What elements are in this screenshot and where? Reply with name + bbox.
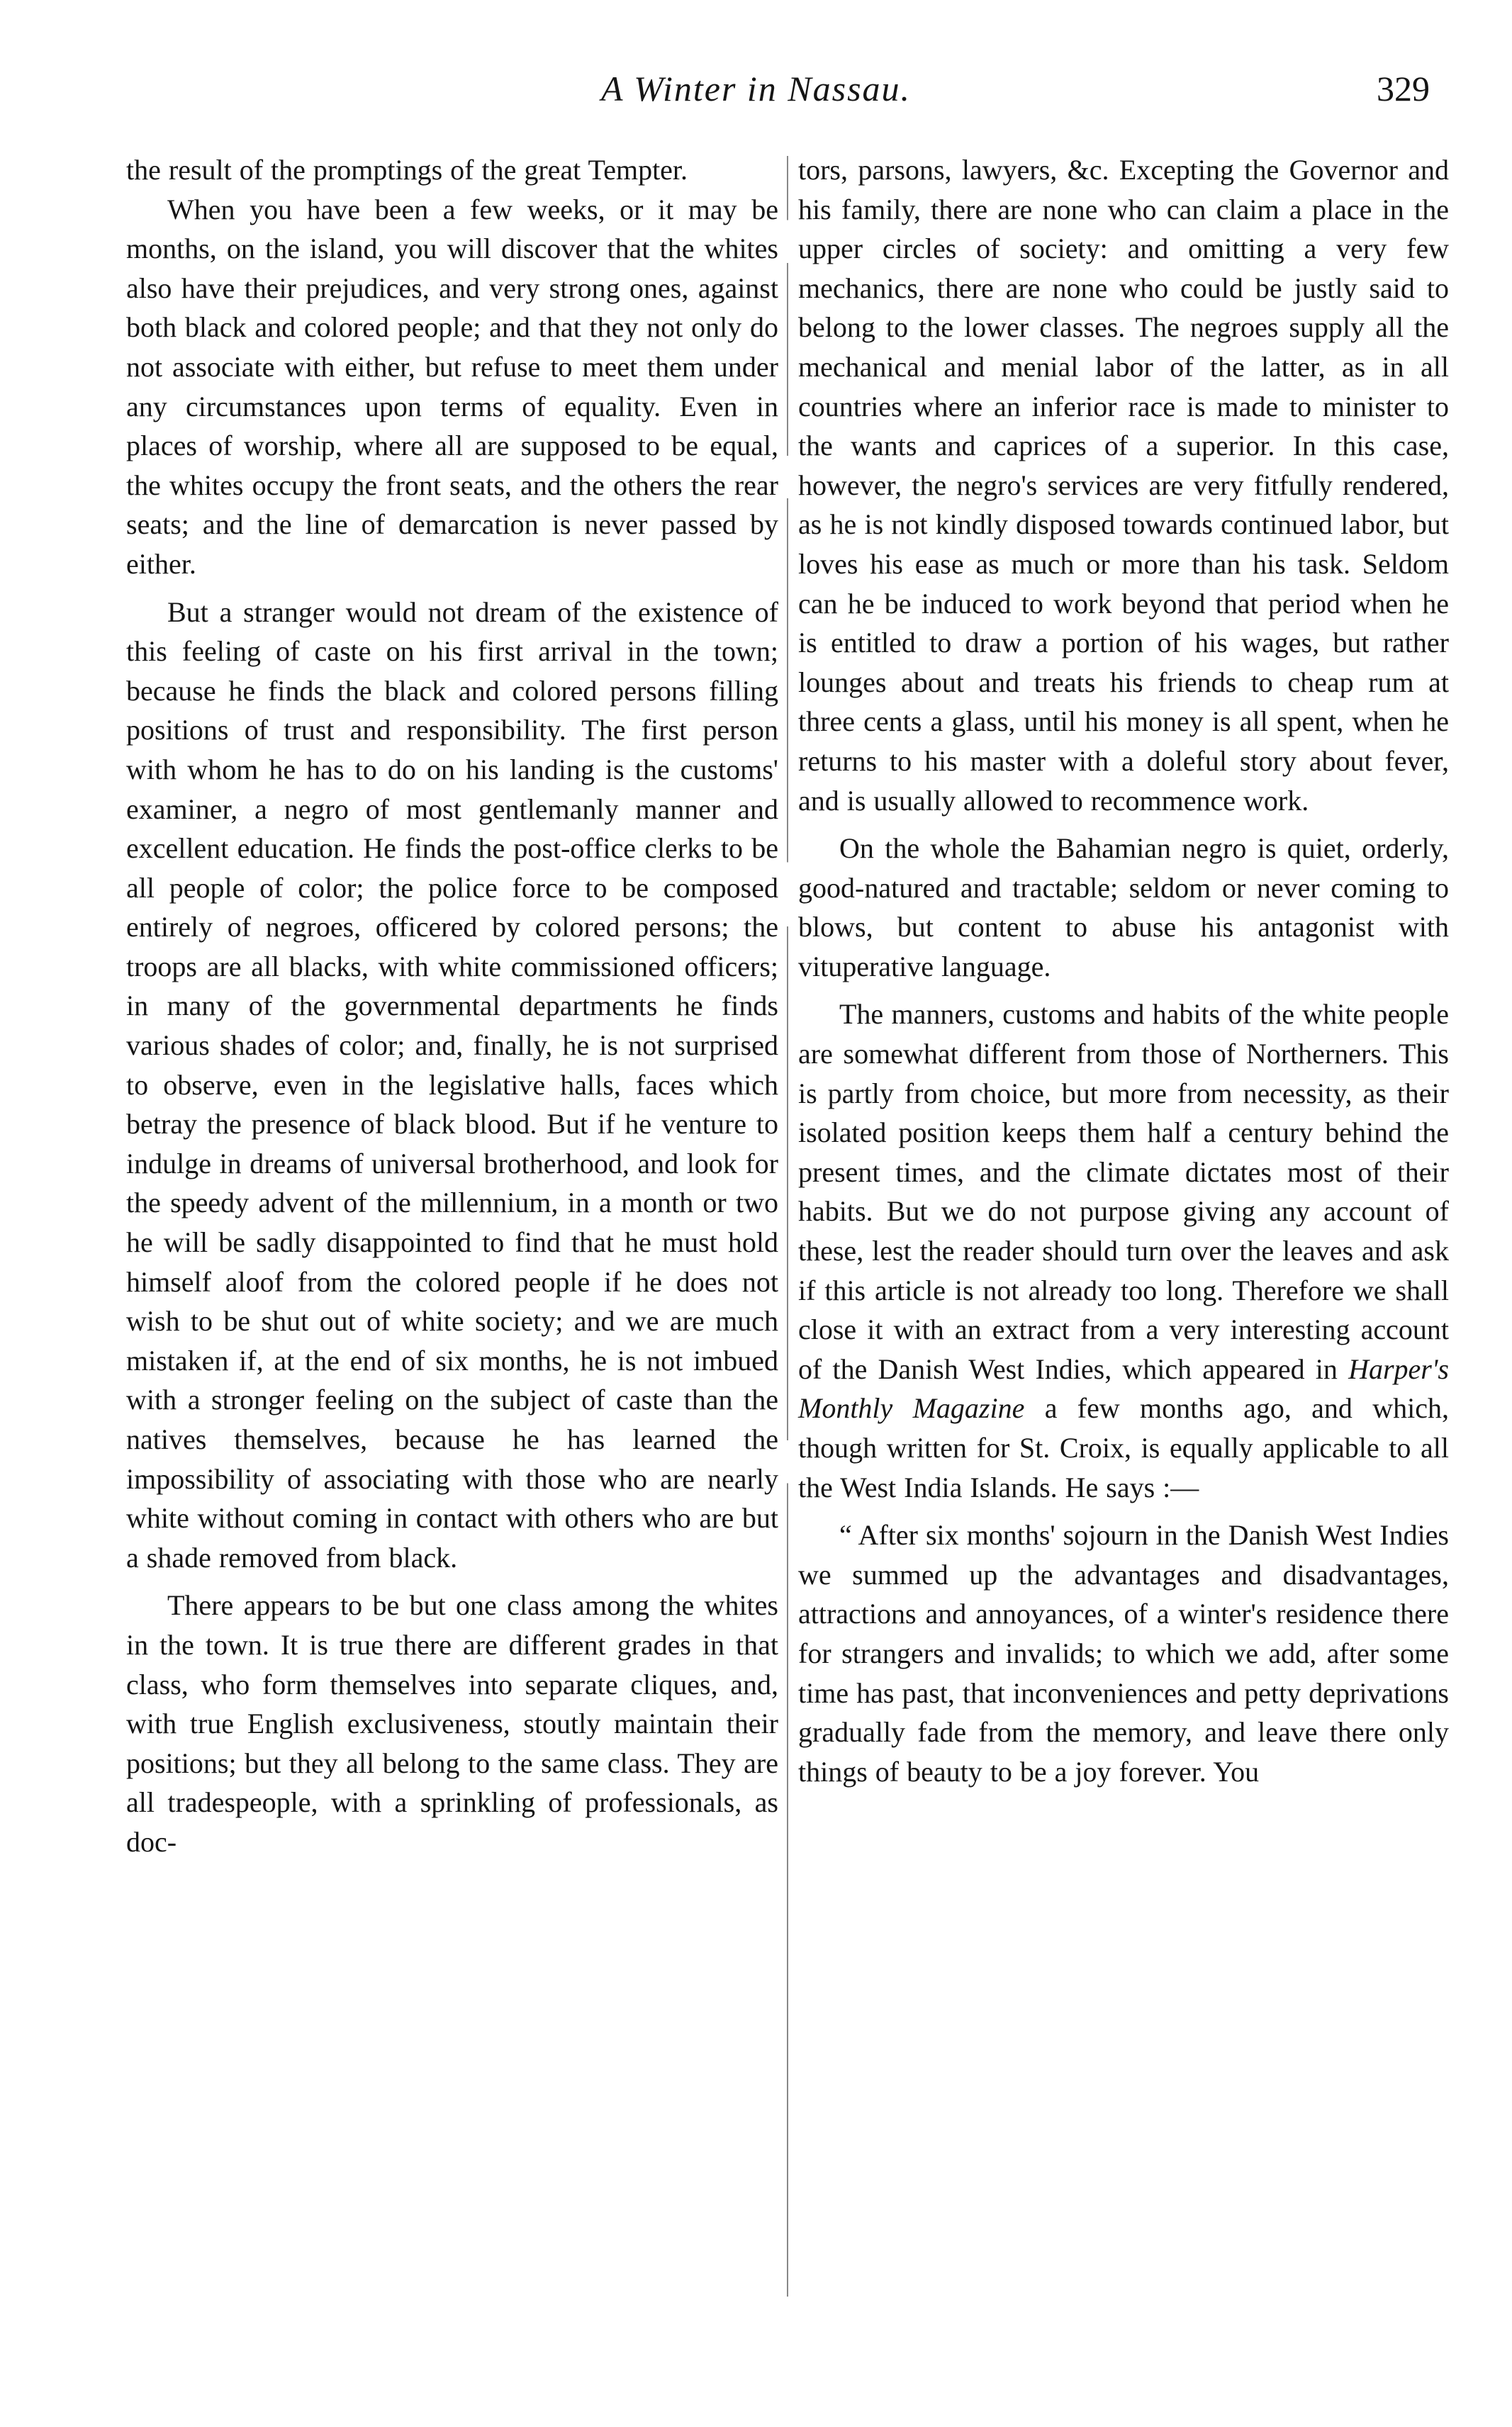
paragraph: There appears to be but one class among the whites in the town. It is true there are different grades in that class, who form themselves into separate cliques, and, with true English exclusiveness, stoutly maintain their positions; but they all belong to the same class. They are all tradespeople, with a sprinkling of professionals, as doc- [126, 1589, 778, 1858]
running-title: A Winter in Nassau. [600, 69, 912, 108]
magazine-title: Harper's Monthly Magazine [798, 1352, 1449, 1425]
paragraph: On the whole the Bahamian negro is quiet, orderly, good-natured and tractable; seldom or never coming to blows, but content to abuse his antagonist with vituperative language. [798, 832, 1449, 982]
paragraph: But a stranger would not dream of the existence of this feeling of caste on his first arrival in the town; because he finds the black and colored persons filling positions of trust and responsibility. The first person with whom he has to do on his landing is the customs' examiner, a negro of most gentlemanly manner and excellent education. He finds the post-office clerks to be all people of color; the police force to be composed entirely of negroes, officered by colored persons; the troops are all blacks, with white commissioned officers; in many of the governmental departments he finds various shades of color; and, finally, he is not surprised to observe, even in the legislative halls, faces which betray the presence of black blood. But if he venture to indulge in dreams of universal brotherhood, and look for the speedy advent of the millennium, in a month or two he will be sadly disappointed to find that he must hold himself aloof from the colored people if he does not wish to be shut out of white society; and we are much mistaken if, at the end of six months, he is not imbued with a stronger feeling on the subject of caste than the natives themselves, because he has learned the impossibility of associating with those who are nearly white without coming in contact with others who are but a shade removed from black. [126, 595, 778, 1574]
right-column [798, 150, 1449, 1791]
paragraph [798, 994, 1449, 1507]
paragraph: When you have been a few weeks, or it may be months, on the island, you will discover that the whites also have their prejudices, and very strong ones, against both black and colored people; and that they not only do not associate with either, but refuse to meet them under any circumstances upon terms of equality. Even in places of worship, where all are supposed to be equal, the whites occupy the front seats, and the others the rear seats; and the line of demarcation is never passed by either. [126, 193, 778, 580]
left-column [126, 150, 778, 1862]
column-divider [787, 156, 788, 2297]
page-number: 329 [1377, 69, 1430, 108]
paragraph: tors, parsons, lawyers, &c. Excepting the Governor and his family, there are none who can claim a place in the upper circles of society: and omitting a very few mechanics, there are none who could be justly said to belong to the lower classes. The negroes supply all the mechanical and menial labor of the latter, as in all countries where an inferior race is made to minister to the wants and caprices of a superior. In this case, however, the negro's services are very fitfully rendered, as he is not kindly disposed towards continued labor, but loves his ease as much or more than his task. Seldom can he be induced to work beyond that period when he is entitled to draw a portion of his wages, but rather lounges about and treats his friends to cheap rum at three cents a glass, until his money is all spent, when he returns to his master with a doleful story about fever, and is usually allowed to recommence work. [798, 154, 1449, 817]
paragraph: the result of the promptings of the great Tempter. [126, 154, 688, 186]
paragraph: “ After six months' sojourn in the Danish West Indies we summed up the advantages and disadvantages, attractions and annoyances, of a winter's residence there for strangers and invalids; to which we add, after some time has past, that inconveniences and petty deprivations gradually fade from the memory, and leave there only things of beauty to be a joy forever. You [798, 1519, 1449, 1788]
paragraph-text: a few months ago, and which, though written for St. Croix, is equally applicable to all the West India Islands. He says :— [798, 1392, 1449, 1503]
paragraph-text: The manners, customs and habits of the white people are somewhat different from those of Northerners. This is partly from choice, but more from necessity, as their isolated position keeps them half a century behind the present times, and the climate dictates most of their habits. But we do not purpose giving any account of these, lest the reader should turn over the leaves and ask if this article is not already too long. Therefore we shall close it with an extract from a very interesting account of the Danish West Indies, which appeared in [798, 998, 1449, 1385]
running-header [0, 68, 1512, 125]
